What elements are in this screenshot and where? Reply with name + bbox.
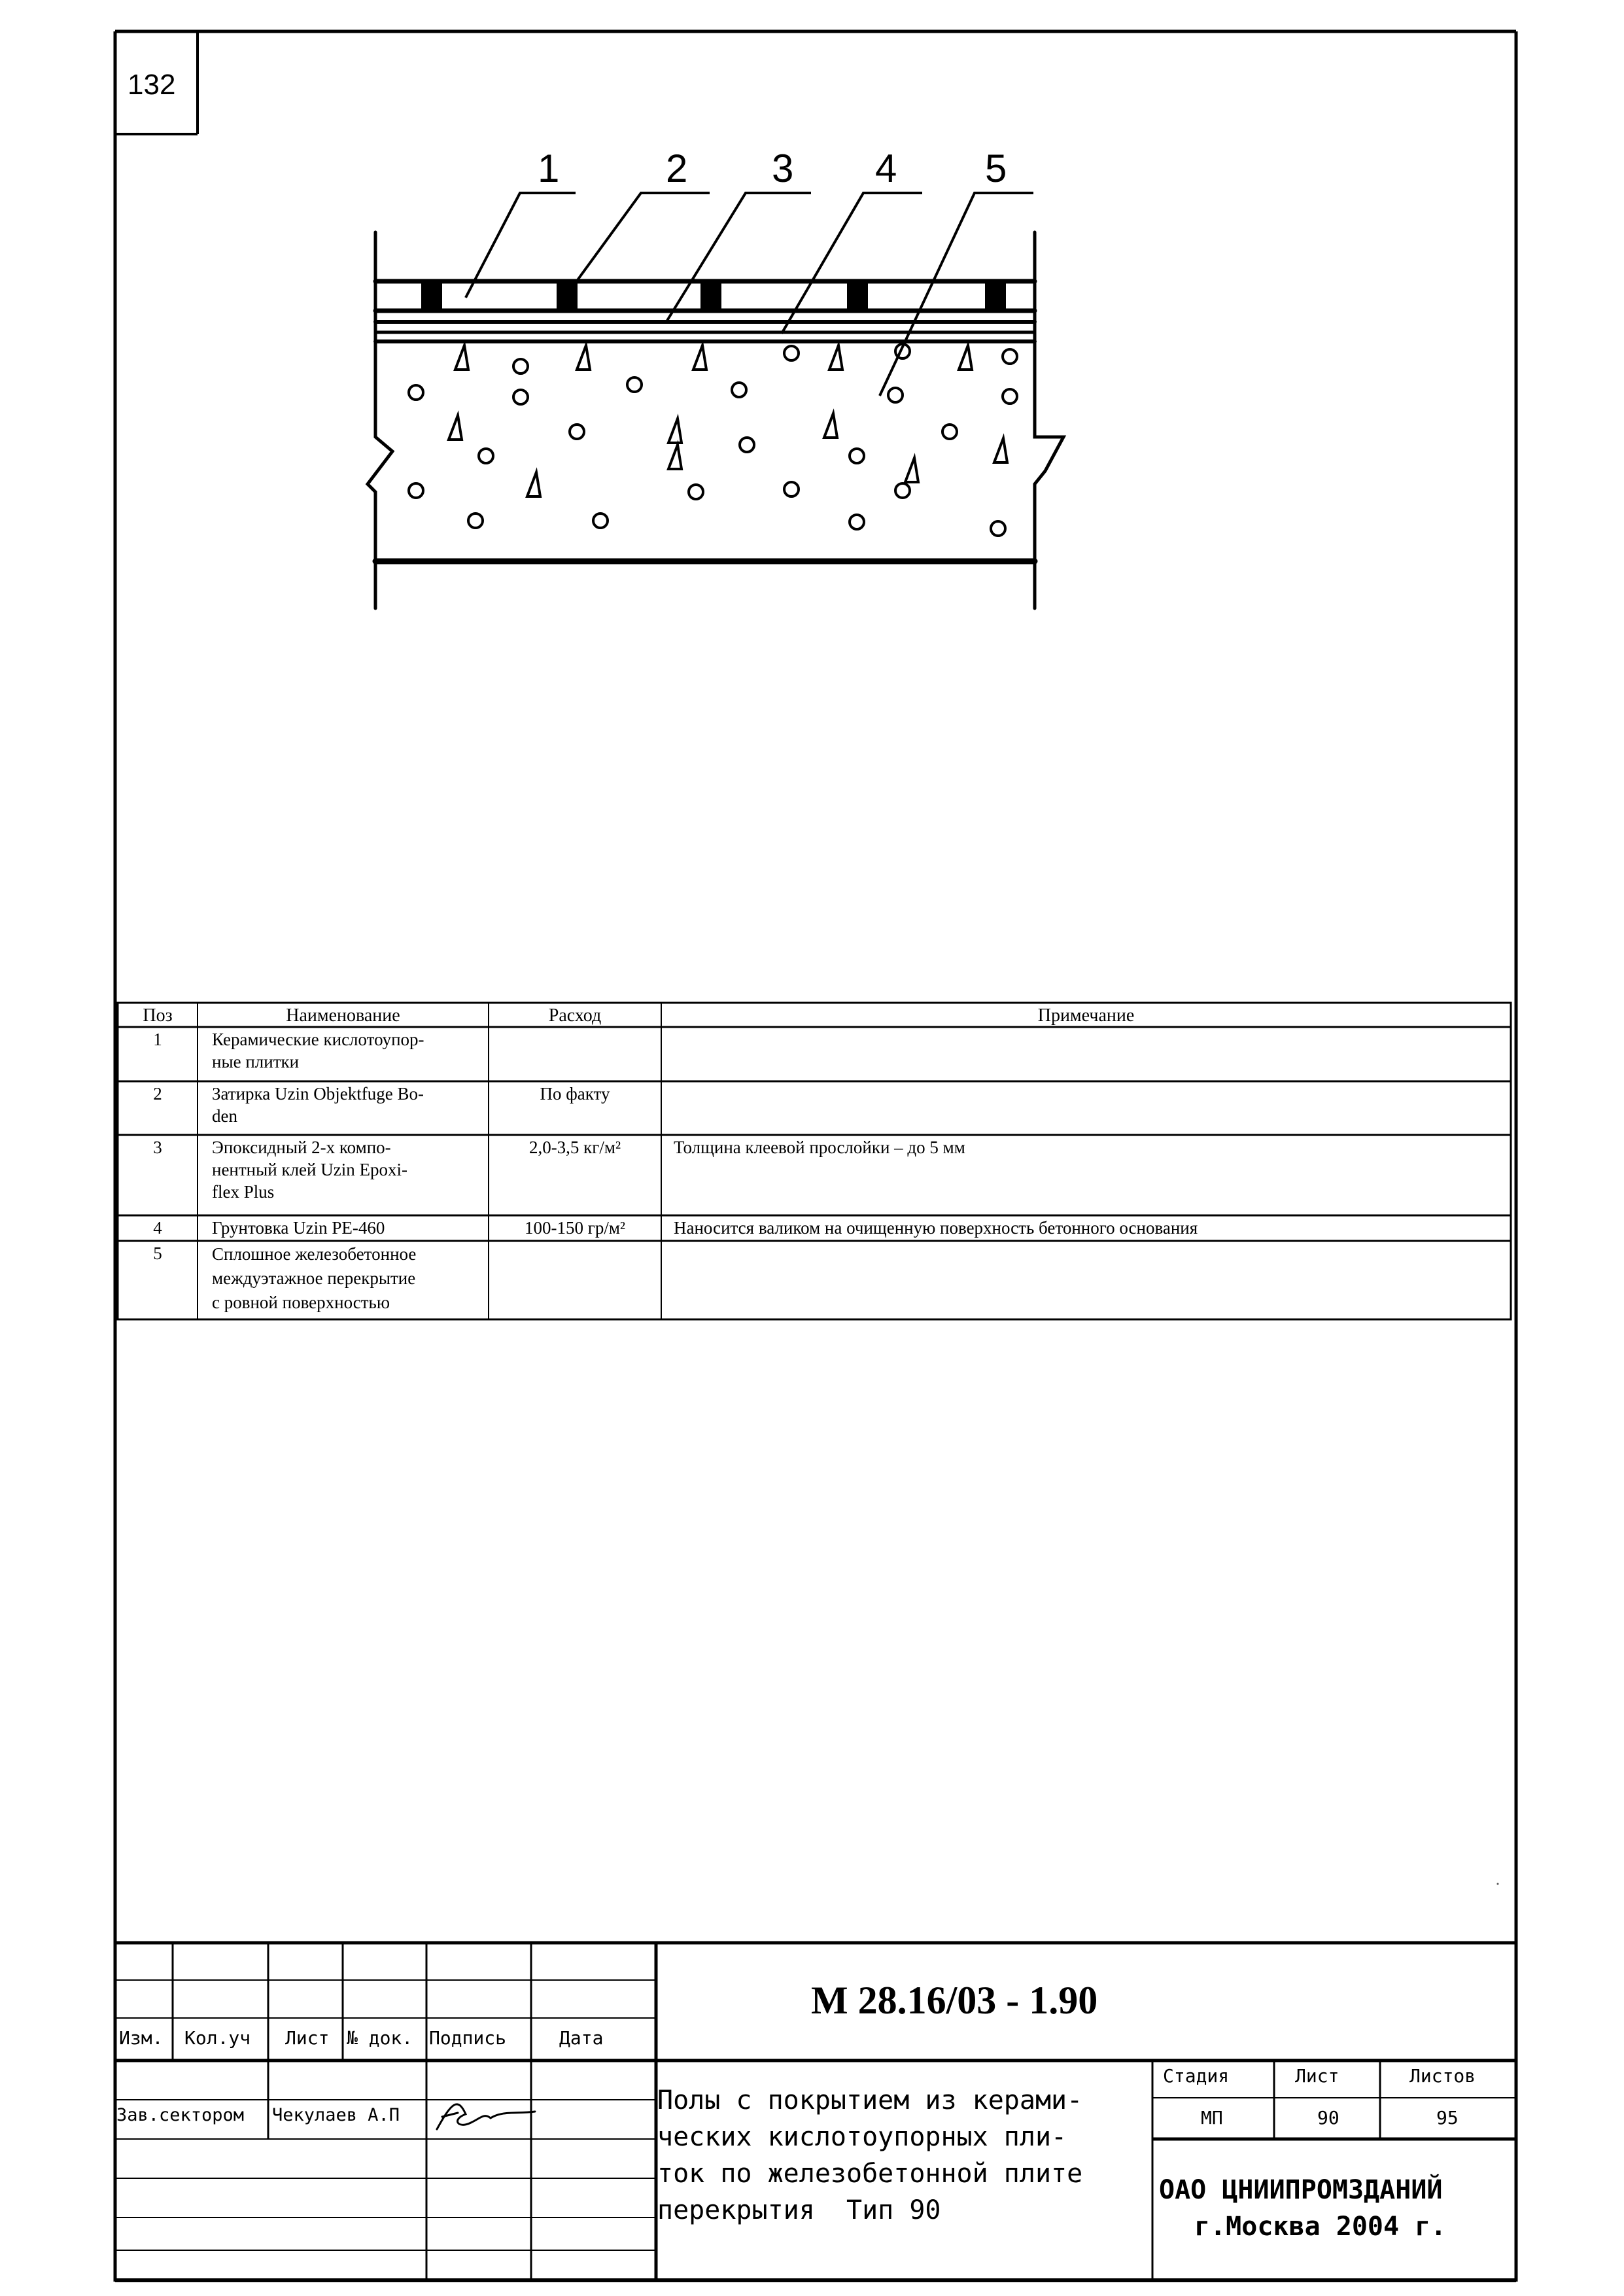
row-name-line: Грунтовка Uzin PE-460 [212, 1218, 385, 1238]
row-name-line: с ровной поверхностью [212, 1293, 390, 1312]
callout-3: 3 [772, 147, 794, 190]
sheets-label: Листов [1409, 2065, 1476, 2087]
document-code: М 28.16/03 - 1.90 [811, 1979, 1098, 2022]
callout-2: 2 [666, 147, 688, 190]
col-label-doc-no: № док. [347, 2027, 413, 2049]
col-header-name: Наименование [286, 1005, 400, 1026]
page-number: 132 [128, 69, 176, 101]
row-name-line: Затирка Uzin Objektfuge Bo- [212, 1084, 424, 1104]
row-name-line: den [212, 1106, 237, 1126]
person-name: Чекулаев А.П [272, 2105, 400, 2125]
col-header-pos: Поз [143, 1005, 173, 1026]
row-consumption: 2,0-3,5 кг/м² [528, 1138, 621, 1157]
row-consumption: 100-150 гр/м² [525, 1218, 625, 1238]
col-label-date: Дата [559, 2027, 604, 2049]
col-header-consumption: Расход [548, 1005, 602, 1026]
row-name [212, 1083, 424, 1127]
stage-value: МП [1201, 2107, 1223, 2129]
col-label-signature: Подпись [429, 2027, 507, 2049]
row-name-line: Сплошное железобетонное [212, 1244, 417, 1264]
row-name-line: нентный клей Uzin Epoxi- [212, 1160, 407, 1179]
row-name-line: междуэтажное перекрытие [212, 1268, 416, 1288]
row-pos: 1 [153, 1030, 162, 1049]
sheet-title-line: Полы с покрытием из керами- [657, 2085, 1083, 2115]
sheet-title-line: ческих кислотоупорных пли- [657, 2122, 1067, 2152]
row-name-line: flex Plus [212, 1182, 275, 1202]
stage-label: Стадия [1163, 2065, 1230, 2087]
table-row [118, 1242, 1511, 1318]
callout-5: 5 [985, 147, 1007, 190]
sheet-value: 90 [1317, 2107, 1339, 2129]
table-row [118, 1083, 1511, 1135]
row-consumption: По факту [540, 1084, 610, 1104]
row-pos: 5 [153, 1244, 162, 1263]
sheets-value: 95 [1436, 2107, 1459, 2129]
row-name [212, 1028, 424, 1073]
row-name [212, 1136, 407, 1203]
organization-city-year: г.Москва 2004 г. [1194, 2212, 1447, 2242]
scan-speck [1497, 1883, 1499, 1885]
col-header-note: Примечание [1037, 1005, 1135, 1026]
row-name [212, 1242, 416, 1315]
row-name-line: Эпоксидный 2-х компо- [212, 1138, 391, 1157]
sheet-title-line: перекрытия Тип 90 [657, 2195, 941, 2225]
sheet-label: Лист [1295, 2065, 1339, 2087]
leader-lines [466, 193, 1033, 396]
sheet-title-line: ток по железобетонной плите [657, 2159, 1083, 2189]
col-label-izm: Изм. [119, 2027, 164, 2049]
signature-mark [437, 2104, 535, 2129]
table-row [118, 1136, 1511, 1215]
row-name-line: ные плитки [212, 1052, 300, 1071]
table-row [118, 1217, 1511, 1240]
concrete-aggregate-triangles [449, 345, 1007, 496]
table-row [118, 1028, 1511, 1081]
row-pos: 3 [153, 1138, 162, 1157]
callout-1: 1 [538, 147, 560, 190]
callout-4: 4 [875, 147, 897, 190]
row-name-line: Керамические кислотоупор- [212, 1030, 424, 1049]
row-note: Наносится валиком на очищенную поверхность бетонного основания [674, 1218, 1198, 1238]
grout-joints [421, 281, 1006, 311]
row-pos: 2 [153, 1084, 162, 1104]
row-pos: 4 [153, 1218, 162, 1238]
col-label-kol-uch: Кол.уч [184, 2027, 251, 2049]
col-label-list: Лист [285, 2027, 330, 2049]
concrete-aggregate-circles [409, 344, 1017, 536]
role-label: Зав.сектором [116, 2105, 245, 2125]
organization-name: ОАО ЦНИИПРОМЗДАНИЙ [1159, 2175, 1443, 2205]
row-name [212, 1217, 385, 1239]
row-note: Толщина клеевой прослойки – до 5 мм [674, 1138, 965, 1157]
sheet-title [657, 2082, 1082, 2229]
